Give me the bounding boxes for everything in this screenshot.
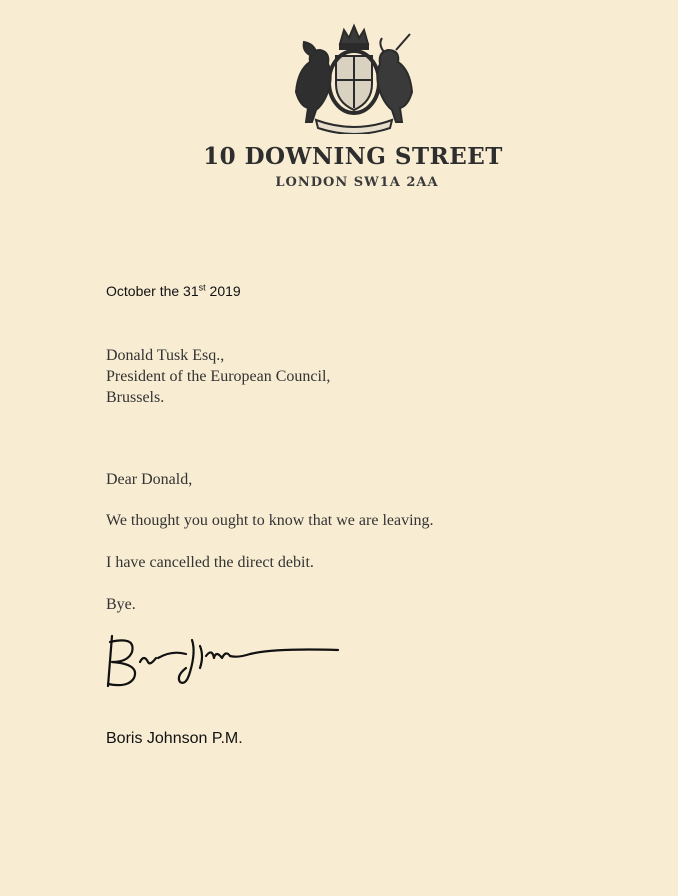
royal-coat-of-arms-icon [286,22,422,134]
closing: Bye. [106,596,136,613]
date-day: October the 31 [106,283,199,299]
salutation: Dear Donald, [106,471,193,488]
recipient-name: Donald Tusk Esq., [106,347,225,364]
body-paragraph: We thought you ought to know that we are leaving. [106,512,434,529]
letterhead-address-postcode: LONDON SW1A 2AA [275,175,439,190]
recipient-city: Brussels. [106,389,165,406]
letterhead-address-title: 10 DOWNING STREET [203,143,503,170]
recipient-title: President of the European Council, [106,368,331,385]
signatory-name: Boris Johnson P.M. [106,730,243,747]
handwritten-signature [100,628,345,690]
body-paragraph: I have cancelled the direct debit. [106,554,314,571]
date-year: 2019 [205,283,241,299]
letter-date [106,283,241,299]
date-ordinal: st [198,282,206,293]
recipient-address [106,345,330,408]
